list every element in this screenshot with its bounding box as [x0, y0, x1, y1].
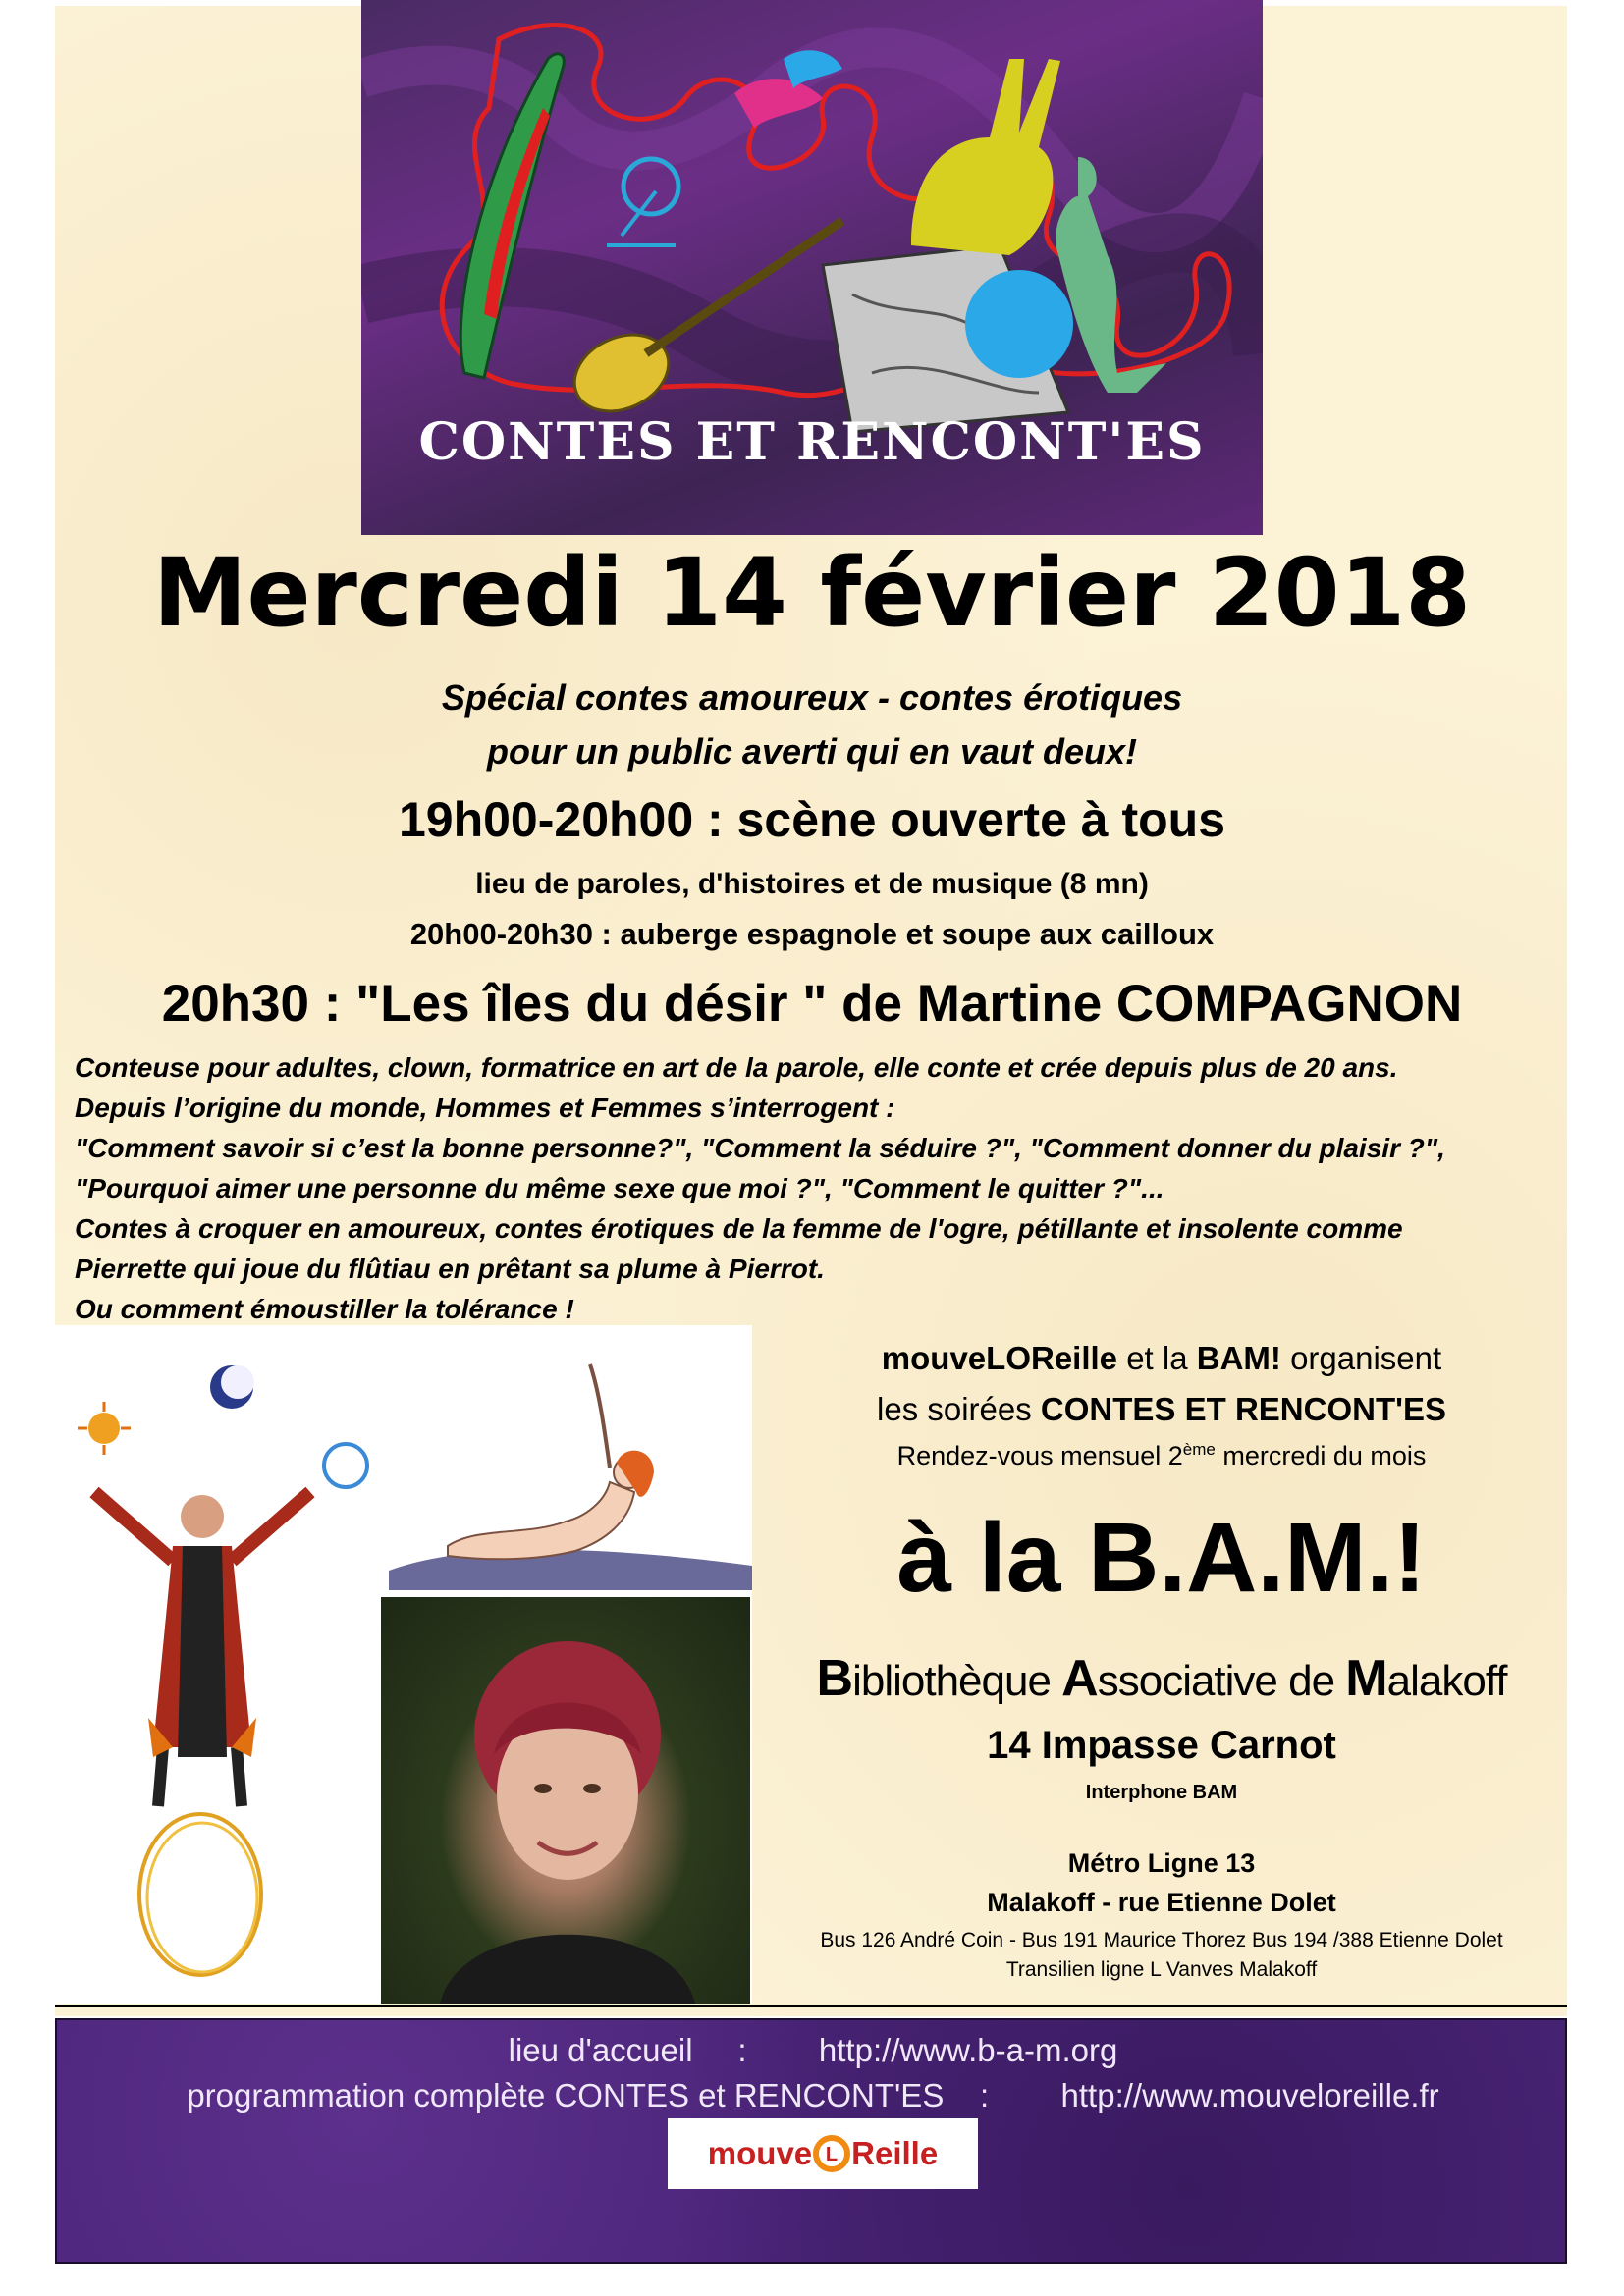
- venue-name-part: ssociative de: [1097, 1657, 1346, 1705]
- footer-program-link[interactable]: programmation complète CONTES et RENCONT'ES : http://www.mouveloreille.fr: [187, 2077, 1439, 2113]
- series-name: CONTES ET RENCONT'ES: [1040, 1391, 1446, 1427]
- performance-description: [75, 1047, 1547, 1329]
- description-line: Contes à croquer en amoureux, contes érotiques de la femme de l'ogre, pétillante et insolente comme: [75, 1213, 1403, 1244]
- organizer-bam: BAM!: [1196, 1340, 1281, 1376]
- subtitle-line-2: pour un public averti qui en vaut deux!: [486, 731, 1138, 772]
- mouveloreille-logo: [668, 2118, 978, 2189]
- schedule-slot-2: 20h00-20h30 : auberge espagnole et soupe aux cailloux: [409, 917, 1215, 951]
- metro-line: Métro Ligne 13: [1067, 1848, 1256, 1878]
- venue-name-part: alakoff: [1386, 1657, 1507, 1705]
- monthly-rendezvous: [756, 1440, 1567, 1471]
- rdv-prefix: Rendez-vous mensuel 2: [896, 1441, 1183, 1470]
- logo-text-prefix: mouve: [707, 2135, 813, 2171]
- rdv-suffix: mercredi du mois: [1215, 1441, 1427, 1470]
- footer-panel: [55, 2018, 1567, 2264]
- venue-name-part: ibliothèque: [852, 1657, 1062, 1705]
- metro-station: Malakoff - rue Etienne Dolet: [987, 1888, 1336, 1917]
- section-divider: [55, 2005, 1567, 2007]
- venue-name-part: M: [1345, 1650, 1387, 1707]
- svg-text:L: L: [826, 2144, 839, 2165]
- organizers-and: et la: [1117, 1340, 1197, 1376]
- series-line: [756, 1391, 1567, 1428]
- description-line: Pierrette qui joue du flûtiau en prêtant sa plume à Pierrot.: [75, 1254, 825, 1284]
- description-line: Ou comment émoustiller la tolérance !: [75, 1294, 574, 1324]
- rdv-superscript: ème: [1182, 1440, 1216, 1459]
- footer-venue-link[interactable]: lieu d'accueil : http://www.b-a-m.org: [508, 2032, 1118, 2068]
- venue-interphone: Interphone BAM: [1085, 1782, 1238, 1803]
- banner-image: [361, 0, 1263, 535]
- description-line: "Pourquoi aimer une personne du même sexe que moi ?", "Comment le quitter ?"...: [75, 1173, 1164, 1203]
- schedule-slot-1-detail: lieu de paroles, d'histoires et de musique (8 mn): [475, 868, 1149, 900]
- organizer-mouveloreille: mouveLOReille: [881, 1340, 1118, 1376]
- logo-text-suffix: Reille: [851, 2135, 939, 2171]
- description-line: Conteuse pour adultes, clown, formatrice en art de la parole, elle conte et crée depuis plus de 20 ans.: [75, 1052, 1398, 1083]
- venue-name-part: A: [1061, 1650, 1098, 1707]
- description-line: Depuis l’origine du monde, Hommes et Femmes s’interrogent :: [75, 1093, 895, 1123]
- venue-name-part: B: [816, 1650, 853, 1707]
- train-info: Transilien ligne L Vanves Malakoff: [1005, 1958, 1318, 1981]
- organizers-line: [756, 1340, 1567, 1377]
- venue-address: 14 Impasse Carnot: [987, 1724, 1336, 1767]
- ear-icon: [812, 2134, 851, 2173]
- portrait-photo: [381, 1597, 750, 2004]
- series-prefix: les soirées: [877, 1391, 1041, 1427]
- venue-full-name: [756, 1649, 1567, 1708]
- portrait-illustration: [381, 1597, 750, 2004]
- schedule-slot-1: 19h00-20h00 : scène ouverte à tous: [398, 792, 1226, 847]
- event-date: Mercredi 14 février 2018: [152, 538, 1472, 648]
- banner-title: CONTES ET RENCONT'ES: [418, 412, 1206, 472]
- venue-headline: à la B.A.M.!: [896, 1503, 1427, 1613]
- feature-performance: 20h30 : "Les îles du désir " de Martine COMPAGNON: [161, 975, 1463, 1033]
- organizers-verb: organisent: [1280, 1340, 1442, 1376]
- bus-info: Bus 126 André Coin - Bus 191 Maurice Thorez Bus 194 /388 Etienne Dolet: [820, 1929, 1503, 1951]
- description-line: "Comment savoir si c’est la bonne personne?", "Comment la séduire ?", "Comment donner du plaisir ?",: [75, 1133, 1445, 1163]
- subtitle-line-1: Spécial contes amoureux - contes érotiques: [441, 677, 1183, 718]
